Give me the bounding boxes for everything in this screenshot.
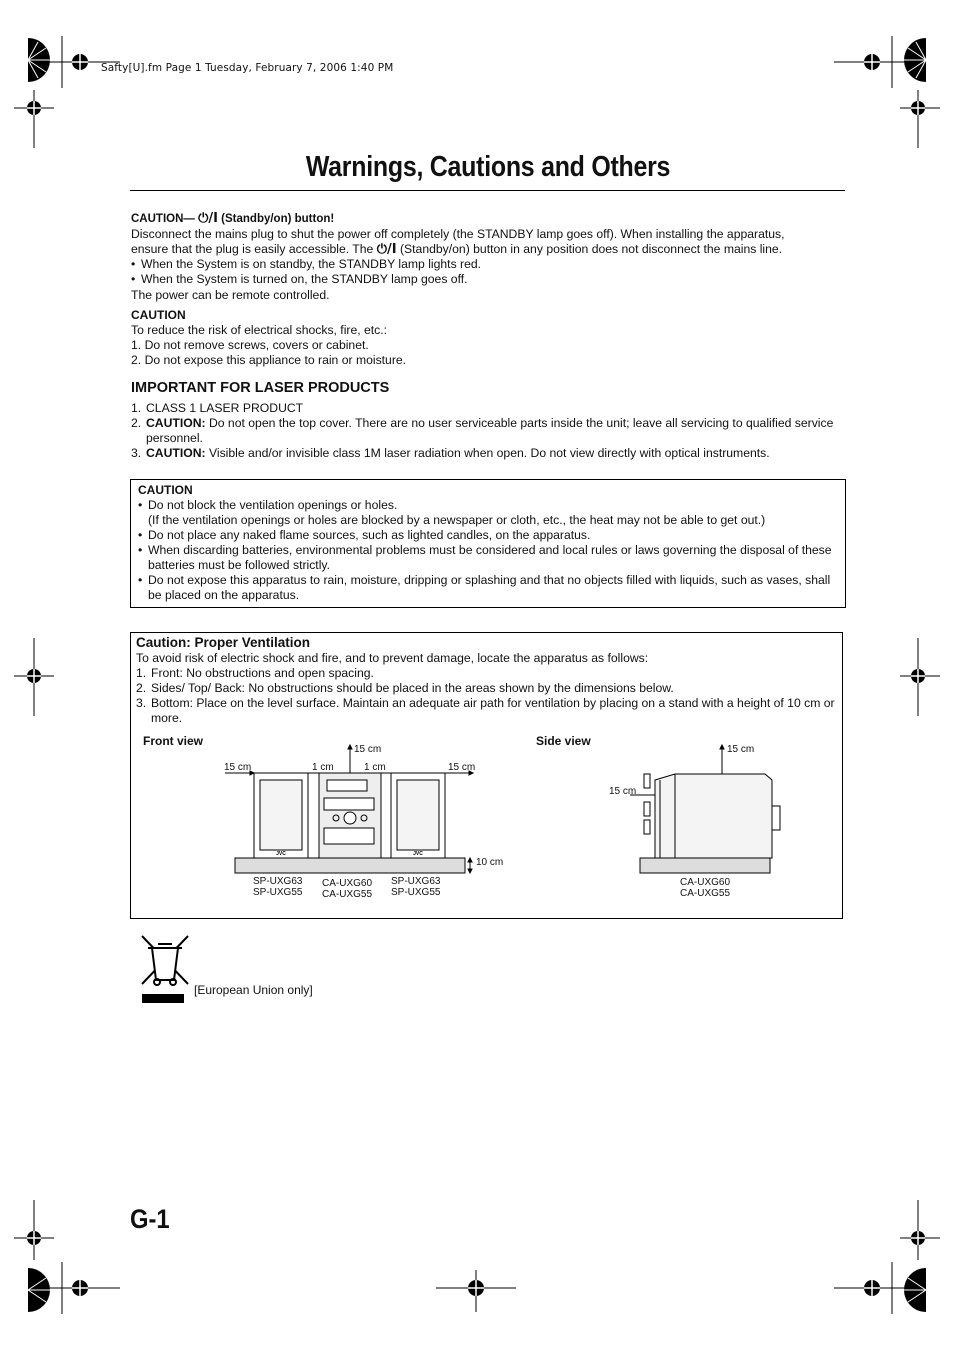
power-standby-icon: ⏻/I (198, 211, 218, 226)
list-item: 1. Do not remove screws, covers or cabinet. (131, 338, 369, 352)
dim-right: 15 cm (448, 762, 476, 773)
standby-footer: The power can be remote controlled. (131, 288, 330, 302)
list-item: • When the System is on standby, the STANDBY lamp lights red. (131, 257, 847, 272)
front-view-label: Front view (143, 734, 204, 748)
brand-label: JVC (276, 851, 286, 857)
brand-label: JVC (413, 851, 423, 857)
laser-list (131, 401, 847, 461)
side-view-diagram (600, 740, 800, 880)
list-item: 2. CAUTION: Do not open the top cover. There are no user serviceable parts inside the unit; leave all servicing to qualified service personnel. (131, 416, 834, 445)
standby-paragraph: Disconnect the mains plug to shut the power off completely (the STANDBY lamp goes off). When installing the apparatus, (131, 227, 785, 241)
ventilation-intro: To avoid risk of electric shock and fire, and to prevent damage, locate the apparatus as follows: (136, 651, 649, 665)
list-item: 3. CAUTION: Visible and/or invisible class 1M laser radiation when open. Do not view directly with optical instruments. (131, 446, 770, 460)
title-rule (130, 190, 845, 191)
laser-heading: IMPORTANT FOR LASER PRODUCTS (131, 380, 390, 396)
side-dim-back: 15 cm (609, 786, 637, 797)
list-item: 1. Front: No obstructions and open spacing. (136, 666, 374, 680)
list-item: 3. Bottom: Place on the level surface. Maintain an adequate air path for ventilation by placing on a stand with a height of 10 cm or more. (136, 696, 835, 725)
side-dim-top: 15 cm (727, 744, 755, 755)
eu-only-label: [European Union only] (194, 983, 313, 997)
caution-intro: To reduce the risk of electrical shocks, fire, etc.: (131, 323, 388, 337)
caution-heading: CAUTION (131, 308, 186, 322)
side-model-labels: CA-UXG60 CA-UXG55 (680, 877, 731, 899)
file-info-header: Safty[U].fm Page 1 Tuesday, February 7, 2006 1:40 PM (101, 62, 394, 74)
model-labels-center: CA-UXG60 CA-UXG55 (322, 878, 373, 900)
caution-box (130, 479, 846, 608)
caution-box-heading: CAUTION (138, 483, 193, 497)
dim-gap-left: 1 cm (312, 762, 334, 773)
ventilation-text (136, 635, 836, 726)
caution-note: (If the ventilation openings or holes are blocked by a newspaper or cloth, etc., the heat may not be able to get out.) (148, 513, 766, 527)
dim-gap-right: 1 cm (364, 762, 386, 773)
side-view-label: Side view (536, 734, 591, 748)
model-labels-right: SP-UXG63 SP-UXG55 (391, 876, 441, 898)
standby-section (131, 211, 847, 303)
dim-bottom: 10 cm (476, 857, 504, 868)
list-item: • Do not expose this apparatus to rain, moisture, dripping or splashing and that no objects filled with liquids, such as vases, shall be placed on the apparatus. (138, 573, 838, 603)
dim-top: 15 cm (354, 744, 382, 755)
ventilation-heading: Caution: Proper Ventilation (136, 635, 311, 650)
dim-left: 15 cm (224, 762, 252, 773)
standby-paragraph-2: ensure that the plug is easily accessible. The ⏻/I (Standby/on) button in any position does not disconnect the mains line. (131, 242, 783, 257)
list-item: • Do not place any naked flame sources, such as lighted candles, on the apparatus. (138, 528, 838, 543)
list-item: 2. Sides/ Top/ Back: No obstructions should be placed in the areas shown by the dimensions below. (136, 681, 674, 695)
list-item: • When discarding batteries, environmental problems must be considered and local rules or laws governing the disposal of these batteries must be followed strictly. (138, 543, 838, 573)
page-number: G-1 (130, 1204, 170, 1234)
list-item: • When the System is turned on, the STANDBY lamp goes off. (131, 272, 847, 287)
standby-heading: CAUTION— ⏻/I (Standby/on) button! (131, 211, 335, 226)
page-title: Warnings, Cautions and Others (305, 151, 671, 183)
list-item: 1. CLASS 1 LASER PRODUCT (131, 401, 304, 415)
list-item: 2. Do not expose this appliance to rain or moisture. (131, 353, 407, 367)
crossed-bin-icon (140, 932, 192, 1006)
power-standby-icon: ⏻/I (376, 242, 397, 257)
model-labels-left: SP-UXG63 SP-UXG55 (253, 876, 303, 898)
list-item: • Do not block the ventilation openings or holes. (138, 498, 838, 513)
caution-section (131, 308, 847, 368)
